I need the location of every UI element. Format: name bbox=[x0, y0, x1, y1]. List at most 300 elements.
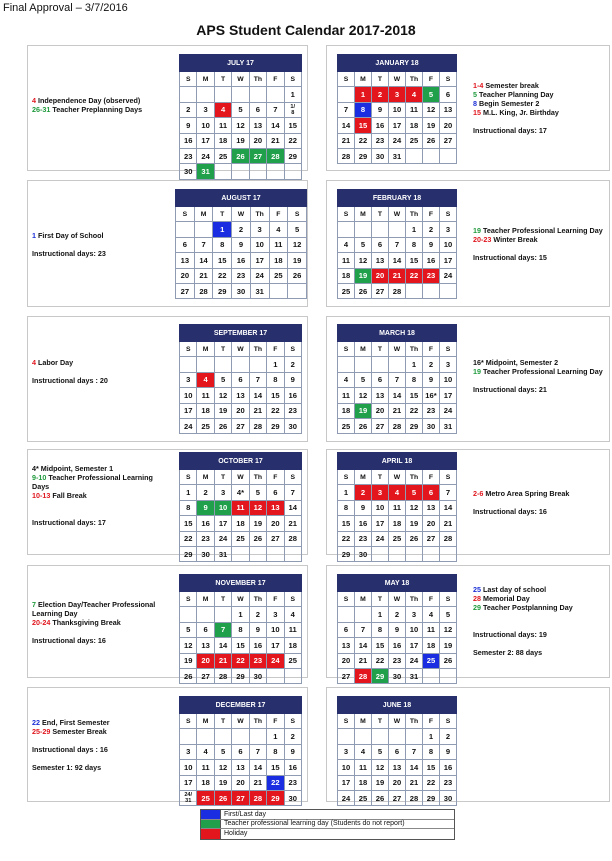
weekday-label: S bbox=[338, 592, 355, 607]
weekday-label: S bbox=[284, 592, 301, 607]
note-text: Labor Day bbox=[36, 358, 74, 367]
day-cell: 18 bbox=[338, 268, 355, 283]
weekday-label: M bbox=[194, 207, 213, 222]
day-cell: 2 bbox=[249, 607, 266, 622]
weekday-label: S bbox=[180, 592, 197, 607]
day-cell: 4 bbox=[338, 372, 355, 387]
weekday-label: M bbox=[355, 207, 372, 222]
day-cell: 11 bbox=[232, 500, 249, 515]
day-cell: 27 bbox=[440, 133, 457, 148]
day-cell: 1 bbox=[372, 607, 389, 622]
day-cell: 6 bbox=[232, 372, 249, 387]
day-cell: 5 bbox=[288, 222, 307, 237]
day-cell: 2 bbox=[197, 485, 214, 500]
day-cell: 7 bbox=[249, 372, 266, 387]
note-text: Teacher Preplanning Days bbox=[50, 105, 143, 114]
day-cell: 13 bbox=[249, 118, 266, 133]
day-cell: 29 bbox=[267, 418, 284, 433]
day-cell: 6 bbox=[389, 744, 406, 759]
empty-cell bbox=[372, 357, 389, 372]
note-line bbox=[32, 482, 177, 491]
day-cell: 2 bbox=[423, 222, 440, 237]
note-line bbox=[32, 745, 177, 754]
notes-nov bbox=[32, 600, 177, 645]
day-cell: 31 bbox=[440, 418, 457, 433]
day-cell: 17 bbox=[440, 253, 457, 268]
day-cell: 20 bbox=[232, 775, 249, 790]
day-cell: 1 bbox=[232, 607, 249, 622]
note-line bbox=[32, 736, 177, 745]
day-cell: 4 bbox=[284, 607, 301, 622]
day-cell: 17 bbox=[389, 118, 406, 133]
day-cell: 26 bbox=[406, 531, 423, 546]
day-cell: 14 bbox=[214, 638, 231, 653]
weekday-label: T bbox=[372, 592, 389, 607]
note-line bbox=[32, 500, 177, 509]
month-title: MAY 18 bbox=[338, 575, 457, 592]
note-text: Last day of school bbox=[481, 585, 547, 594]
note-line bbox=[32, 464, 177, 473]
note-line bbox=[473, 226, 608, 235]
day-cell: 7 bbox=[214, 622, 231, 637]
month-title: DECEMBER 17 bbox=[180, 697, 302, 714]
day-cell: 11 bbox=[197, 760, 214, 775]
day-cell: 3 bbox=[406, 607, 423, 622]
day-cell: 15 bbox=[267, 388, 284, 403]
weekday-label: S bbox=[440, 342, 457, 357]
notes-jan bbox=[473, 81, 608, 135]
day-cell: 23 bbox=[284, 775, 301, 790]
weekday-label: S bbox=[284, 72, 301, 87]
day-cell: 30 bbox=[355, 546, 372, 561]
day-cell: 24 bbox=[338, 790, 355, 805]
note-line bbox=[473, 507, 608, 516]
note-text: 16* Midpoint, Semester 2 bbox=[473, 358, 559, 367]
weekday-label: S bbox=[338, 714, 355, 729]
note-date-range: 26-31 bbox=[32, 105, 51, 114]
day-cell: 9 bbox=[423, 372, 440, 387]
day-cell: 30 bbox=[372, 148, 389, 163]
note-text: End, First Semester bbox=[40, 718, 110, 727]
day-cell: 27 bbox=[249, 148, 266, 163]
note-date-range: 25-29 bbox=[32, 727, 51, 736]
day-cell: 21 bbox=[284, 516, 301, 531]
day-cell: 18 bbox=[232, 516, 249, 531]
day-cell: 17 bbox=[214, 516, 231, 531]
day-cell: 27 bbox=[232, 790, 249, 805]
weekday-label: W bbox=[232, 714, 249, 729]
month-title: FEBRUARY 18 bbox=[338, 190, 457, 207]
note-text: Metro Area Spring Break bbox=[483, 489, 570, 498]
day-cell: 26 bbox=[440, 653, 457, 668]
note-line bbox=[473, 99, 608, 108]
note-line bbox=[32, 609, 177, 618]
day-cell: 5 bbox=[440, 607, 457, 622]
weekday-label: S bbox=[440, 207, 457, 222]
day-cell: 16 bbox=[197, 516, 214, 531]
day-cell: 29 bbox=[232, 668, 249, 683]
empty-cell bbox=[440, 668, 457, 683]
empty-cell bbox=[284, 164, 301, 179]
day-cell: 17 bbox=[180, 403, 197, 418]
weekday-label: T bbox=[372, 207, 389, 222]
day-cell: 24 bbox=[267, 653, 284, 668]
day-cell: 5 bbox=[249, 485, 266, 500]
day-cell: 3 bbox=[180, 744, 197, 759]
day-cell: 10 bbox=[267, 622, 284, 637]
day-cell: 28 bbox=[194, 283, 213, 298]
empty-cell bbox=[249, 546, 266, 561]
empty-cell bbox=[284, 668, 301, 683]
day-cell: 28 bbox=[389, 418, 406, 433]
weekday-label: Th bbox=[249, 592, 266, 607]
day-cell: 7 bbox=[249, 744, 266, 759]
day-cell: 8 bbox=[180, 500, 197, 515]
weekday-label: F bbox=[423, 72, 440, 87]
day-cell: 10 bbox=[406, 622, 423, 637]
empty-cell bbox=[232, 87, 249, 102]
empty-cell bbox=[389, 357, 406, 372]
day-cell: 15 bbox=[232, 638, 249, 653]
note-text: Instructional days : 20 bbox=[32, 376, 108, 385]
day-cell: 25 bbox=[423, 653, 440, 668]
note-text: Instructional days: 23 bbox=[32, 249, 106, 258]
notes-mar bbox=[473, 358, 608, 394]
day-cell: 19 bbox=[180, 653, 197, 668]
calendar-jun bbox=[337, 696, 457, 806]
empty-cell bbox=[197, 357, 214, 372]
day-cell: 19 bbox=[288, 253, 307, 268]
weekday-label: F bbox=[267, 592, 284, 607]
page-title: APS Student Calendar 2017-2018 bbox=[196, 22, 416, 38]
empty-cell bbox=[338, 357, 355, 372]
day-cell: 27 bbox=[232, 418, 249, 433]
day-cell: 13 bbox=[372, 388, 389, 403]
day-cell: 30 bbox=[389, 668, 406, 683]
empty-cell bbox=[214, 164, 231, 179]
day-cell: 13 bbox=[440, 102, 457, 117]
empty-cell bbox=[406, 546, 423, 561]
note-date-range: 1 bbox=[32, 231, 36, 240]
notes-apr bbox=[473, 489, 608, 516]
month-title: JUNE 18 bbox=[338, 697, 457, 714]
day-cell: 20 bbox=[440, 118, 457, 133]
day-cell: 14 bbox=[440, 500, 457, 515]
day-cell: 16 bbox=[423, 253, 440, 268]
day-cell: 31 bbox=[197, 164, 214, 179]
day-cell: 11 bbox=[197, 388, 214, 403]
day-cell: 7 bbox=[389, 372, 406, 387]
day-cell: 15 bbox=[406, 388, 423, 403]
day-cell: 5 bbox=[355, 237, 372, 252]
empty-cell bbox=[440, 283, 457, 298]
calendar-jul bbox=[179, 54, 302, 180]
day-cell: 2 bbox=[284, 729, 301, 744]
day-cell: 12 bbox=[249, 500, 266, 515]
day-cell: 8 bbox=[372, 622, 389, 637]
day-cell: 22 bbox=[406, 268, 423, 283]
day-cell: 27 bbox=[372, 283, 389, 298]
day-cell: 3 bbox=[250, 222, 269, 237]
note-text: Instructional days : 16 bbox=[32, 745, 108, 754]
empty-cell bbox=[423, 668, 440, 683]
empty-cell bbox=[355, 607, 372, 622]
weekday-label: F bbox=[423, 714, 440, 729]
day-cell: 14 bbox=[267, 118, 284, 133]
weekday-label: S bbox=[284, 470, 301, 485]
weekday-label: W bbox=[232, 72, 249, 87]
day-cell: 25 bbox=[338, 418, 355, 433]
day-cell: 12 bbox=[180, 638, 197, 653]
weekday-label: Th bbox=[249, 714, 266, 729]
note-line bbox=[473, 253, 608, 262]
weekday-label: M bbox=[197, 470, 214, 485]
day-cell: 3 bbox=[180, 372, 197, 387]
day-cell: 17 bbox=[180, 775, 197, 790]
note-text: Days bbox=[32, 482, 50, 491]
day-cell: 17 bbox=[267, 638, 284, 653]
day-cell: 16 bbox=[284, 760, 301, 775]
day-cell: 22 bbox=[267, 403, 284, 418]
day-cell: 16 bbox=[440, 760, 457, 775]
day-cell: 14 bbox=[249, 388, 266, 403]
empty-cell bbox=[232, 729, 249, 744]
weekday-label: F bbox=[267, 470, 284, 485]
day-cell: 8 bbox=[406, 237, 423, 252]
empty-cell bbox=[197, 729, 214, 744]
day-cell: 13 bbox=[423, 500, 440, 515]
empty-cell bbox=[355, 729, 372, 744]
day-cell: 22 bbox=[355, 133, 372, 148]
note-date-range: 7 bbox=[32, 600, 36, 609]
day-cell: 12 bbox=[232, 118, 249, 133]
weekday-label: S bbox=[180, 342, 197, 357]
day-cell: 27 bbox=[338, 668, 355, 683]
day-cell: 1 bbox=[406, 357, 423, 372]
note-text: Teacher Postplanning Day bbox=[481, 603, 573, 612]
calendar-jan bbox=[337, 54, 457, 164]
day-cell: 1 bbox=[423, 729, 440, 744]
day-cell: 12 bbox=[406, 500, 423, 515]
day-cell: 21 bbox=[194, 268, 213, 283]
day-cell: 25 bbox=[269, 268, 288, 283]
note-line bbox=[32, 473, 177, 482]
day-cell: 18 bbox=[269, 253, 288, 268]
note-line bbox=[473, 235, 608, 244]
empty-cell bbox=[232, 164, 249, 179]
note-line bbox=[32, 509, 177, 518]
empty-cell bbox=[338, 87, 355, 102]
note-date-range: 22 bbox=[32, 718, 40, 727]
day-cell: 29 bbox=[338, 546, 355, 561]
day-cell: 31 bbox=[250, 283, 269, 298]
day-cell: 10 bbox=[250, 237, 269, 252]
day-cell: 17 bbox=[338, 775, 355, 790]
day-cell: 24 bbox=[440, 268, 457, 283]
day-cell: 30 bbox=[197, 546, 214, 561]
empty-cell bbox=[214, 357, 231, 372]
day-cell: 9 bbox=[284, 372, 301, 387]
day-cell: 12 bbox=[288, 237, 307, 252]
note-text: Instructional days: 17 bbox=[32, 518, 106, 527]
day-cell: 14 bbox=[355, 638, 372, 653]
note-line bbox=[32, 105, 177, 114]
day-cell: 26 bbox=[249, 531, 266, 546]
day-cell: 2 bbox=[423, 357, 440, 372]
day-cell: 8 bbox=[232, 622, 249, 637]
note-line bbox=[473, 594, 608, 603]
day-cell: 28 bbox=[214, 668, 231, 683]
day-cell: 7 bbox=[440, 485, 457, 500]
empty-cell bbox=[267, 87, 284, 102]
legend-item-first-last bbox=[201, 810, 454, 820]
empty-cell bbox=[338, 607, 355, 622]
note-date-range: 20-23 bbox=[473, 235, 492, 244]
day-cell: 26 bbox=[288, 268, 307, 283]
weekday-label: T bbox=[372, 470, 389, 485]
weekday-label: Th bbox=[406, 592, 423, 607]
notes-aug bbox=[32, 231, 172, 258]
day-cell: 29 bbox=[372, 668, 389, 683]
day-cell: 12 bbox=[214, 388, 231, 403]
note-text: Learning Day bbox=[32, 609, 78, 618]
note-line bbox=[473, 244, 608, 253]
day-cell: 12 bbox=[355, 253, 372, 268]
empty-cell bbox=[214, 729, 231, 744]
legend-item-pl-day bbox=[201, 820, 454, 830]
day-cell: 21 bbox=[389, 403, 406, 418]
day-cell: 20 bbox=[338, 653, 355, 668]
day-cell: 27 bbox=[197, 668, 214, 683]
day-cell: 26 bbox=[214, 790, 231, 805]
day-cell: 9 bbox=[249, 622, 266, 637]
note-text: Independence Day (observed) bbox=[36, 96, 141, 105]
day-cell: 17 bbox=[406, 638, 423, 653]
day-cell: 10 bbox=[180, 388, 197, 403]
day-cell: 23 bbox=[423, 403, 440, 418]
notes-dec bbox=[32, 718, 177, 772]
day-cell: 26 bbox=[232, 148, 249, 163]
empty-cell bbox=[355, 357, 372, 372]
day-cell: 3 bbox=[440, 222, 457, 237]
day-cell: 3 bbox=[214, 485, 231, 500]
note-line bbox=[473, 489, 608, 498]
day-cell: 4 bbox=[197, 372, 214, 387]
day-cell: 11 bbox=[214, 118, 231, 133]
weekday-label: F bbox=[269, 207, 288, 222]
day-cell: 7 bbox=[355, 622, 372, 637]
weekday-label: M bbox=[355, 592, 372, 607]
day-cell: 6 bbox=[338, 622, 355, 637]
day-cell: 9 bbox=[440, 744, 457, 759]
day-cell: 1 bbox=[338, 485, 355, 500]
calendar-dec bbox=[179, 696, 302, 806]
day-cell: 27 bbox=[372, 418, 389, 433]
weekday-label: S bbox=[284, 714, 301, 729]
day-cell: 16 bbox=[389, 638, 406, 653]
day-cell: 15 bbox=[406, 253, 423, 268]
note-line bbox=[473, 612, 608, 621]
month-title: AUGUST 17 bbox=[176, 190, 307, 207]
weekday-label: T bbox=[214, 592, 231, 607]
day-cell: 12 bbox=[214, 760, 231, 775]
weekday-label: W bbox=[232, 342, 249, 357]
day-cell: 3 bbox=[338, 744, 355, 759]
note-date-range: 8 bbox=[473, 99, 477, 108]
calendar-aug bbox=[175, 189, 307, 299]
empty-cell bbox=[406, 729, 423, 744]
day-cell: 31 bbox=[389, 148, 406, 163]
day-cell: 9 bbox=[232, 237, 251, 252]
day-cell: 26 bbox=[214, 418, 231, 433]
day-cell: 31 bbox=[214, 546, 231, 561]
day-cell: 12 bbox=[440, 622, 457, 637]
day-cell: 29 bbox=[267, 790, 284, 805]
note-text: Teacher Professional Learning Day bbox=[481, 367, 603, 376]
day-cell: 9 bbox=[197, 500, 214, 515]
day-cell: 21 bbox=[214, 653, 231, 668]
day-cell: 18 bbox=[406, 118, 423, 133]
day-cell: 11 bbox=[284, 622, 301, 637]
day-cell: 20 bbox=[249, 133, 266, 148]
day-cell: 27 bbox=[267, 531, 284, 546]
day-cell: 25 bbox=[214, 148, 231, 163]
note-text: Begin Semester 2 bbox=[477, 99, 540, 108]
calendar-sep bbox=[179, 324, 302, 434]
notes-jul bbox=[32, 96, 177, 114]
weekday-label: S bbox=[180, 714, 197, 729]
day-cell: 27 bbox=[423, 531, 440, 546]
day-cell: 25 bbox=[197, 790, 214, 805]
day-cell: 2 bbox=[355, 485, 372, 500]
note-line bbox=[32, 358, 177, 367]
day-cell: 9 bbox=[284, 744, 301, 759]
day-cell: 12 bbox=[355, 388, 372, 403]
empty-cell bbox=[423, 546, 440, 561]
day-cell: 25 bbox=[338, 283, 355, 298]
day-cell: 4 bbox=[269, 222, 288, 237]
note-line bbox=[473, 108, 608, 117]
weekday-label: W bbox=[232, 470, 249, 485]
day-cell: 21 bbox=[355, 653, 372, 668]
day-cell: 26 bbox=[423, 133, 440, 148]
day-cell: 10 bbox=[372, 500, 389, 515]
day-cell: 3 bbox=[440, 357, 457, 372]
day-cell: 16 bbox=[355, 516, 372, 531]
day-cell: 3 bbox=[389, 87, 406, 102]
calendar-mar bbox=[337, 324, 457, 434]
day-cell: 6 bbox=[249, 102, 266, 117]
note-date-range: 19 bbox=[473, 226, 481, 235]
day-cell: 5 bbox=[372, 744, 389, 759]
day-cell: 31 bbox=[406, 668, 423, 683]
day-cell: 25 bbox=[355, 790, 372, 805]
month-title: SEPTEMBER 17 bbox=[180, 325, 302, 342]
day-cell: 22 bbox=[232, 653, 249, 668]
day-cell: 4 bbox=[197, 744, 214, 759]
note-line bbox=[32, 763, 177, 772]
day-cell: 10 bbox=[214, 500, 231, 515]
weekday-label: Th bbox=[406, 207, 423, 222]
day-cell: 15 bbox=[338, 516, 355, 531]
legend-label: First/Last day bbox=[224, 810, 267, 818]
note-date-range: 19 bbox=[473, 367, 481, 376]
note-text: Instructional days: 16 bbox=[473, 507, 547, 516]
day-cell: 20 bbox=[372, 403, 389, 418]
empty-cell bbox=[406, 148, 423, 163]
legend-swatch-green bbox=[201, 820, 221, 829]
day-cell: 20 bbox=[197, 653, 214, 668]
